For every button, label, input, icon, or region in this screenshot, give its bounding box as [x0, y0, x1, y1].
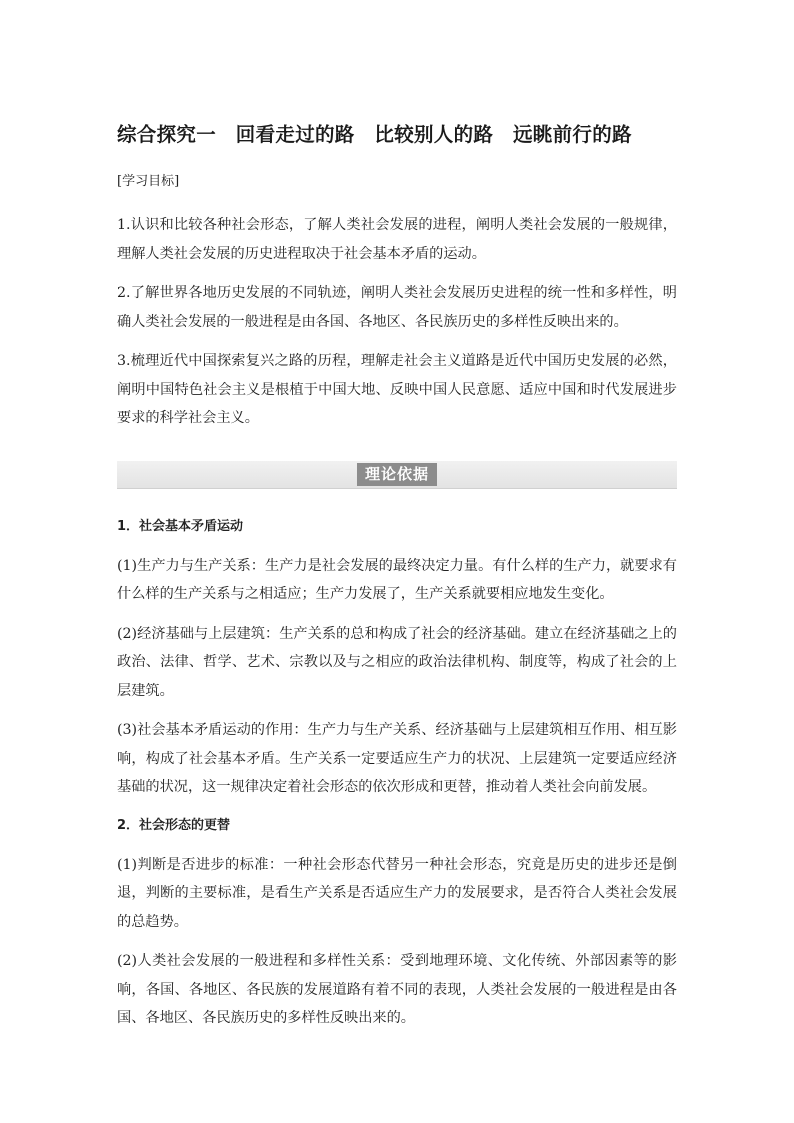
- section-1-paragraph-2: (2)经济基础与上层建筑：生产关系的总和构成了社会的经济基础。建立在经济基础之上的政治、法律、哲学、艺术、宗教以及与之相应的政治法律机构、制度等，构成了社会的上层建筑。: [117, 625, 677, 699]
- page-title: 综合探究一 回看走过的路 比较别人的路 远眺前行的路: [117, 123, 632, 146]
- theory-basis-banner: [117, 461, 677, 489]
- objective-3: 3.梳理近代中国探索复兴之路的历程，理解走社会主义道路是近代中国历史发展的必然，阐明中国特色社会主义是根植于中国大地、反映中国人民意愿、适应中国和时代发展进步要求的科学社会主义。: [117, 353, 677, 426]
- objective-1: 1.认识和比较各种社会形态，了解人类社会发展的进程，阐明人类社会发展的一般规律，理解人类社会发展的历史进程取决于社会基本矛盾的运动。: [117, 217, 677, 262]
- learning-objectives-tag: [学习目标]: [117, 174, 180, 189]
- page-content: [117, 118, 677, 1033]
- section-1-paragraph-1: (1)生产力与生产关系：生产力是社会发展的最终决定力量。有什么样的生产力，就要求有什么样的生产关系与之相适应；生产力发展了，生产关系就要相应地发生变化。: [117, 557, 677, 602]
- section-2-paragraph-1: (1)判断是否进步的标准：一种社会形态代替另一种社会形态，究竟是历史的进步还是倒退，判断的主要标准，是看生产关系是否适应生产力的发展要求，是否符合人类社会发展的总趋势。: [117, 856, 677, 930]
- objective-2: 2.了解世界各地历史发展的不同轨迹，阐明人类社会发展历史进程的统一性和多样性，明确人类社会发展的一般进程是由各国、各地区、各民族历史的多样性反映出来的。: [117, 285, 677, 330]
- section-1-paragraph-3: (3)社会基本矛盾运动的作用：生产力与生产关系、经济基础与上层建筑相互作用、相互影响，构成了社会基本矛盾。生产关系一定要适应生产力的状况、上层建筑一定要适应经济基础的状况，这一规律决定着社会形态的依次形成和更替，推动着人类社会向前发展。: [117, 722, 677, 795]
- section-heading-1: 1．社会基本矛盾运动: [117, 518, 244, 534]
- section-heading-2: 2．社会形态的更替: [117, 817, 231, 833]
- theory-basis-label: 理论依据: [357, 463, 437, 486]
- section-2-paragraph-2: (2)人类社会发展的一般进程和多样性关系：受到地理环境、文化传统、外部因素等的影响，各国、各地区、各民族的发展道路有着不同的表现，人类社会发展的一般进程是由各国、各地区、各民族历史的多样性反映出来的。: [117, 953, 677, 1026]
